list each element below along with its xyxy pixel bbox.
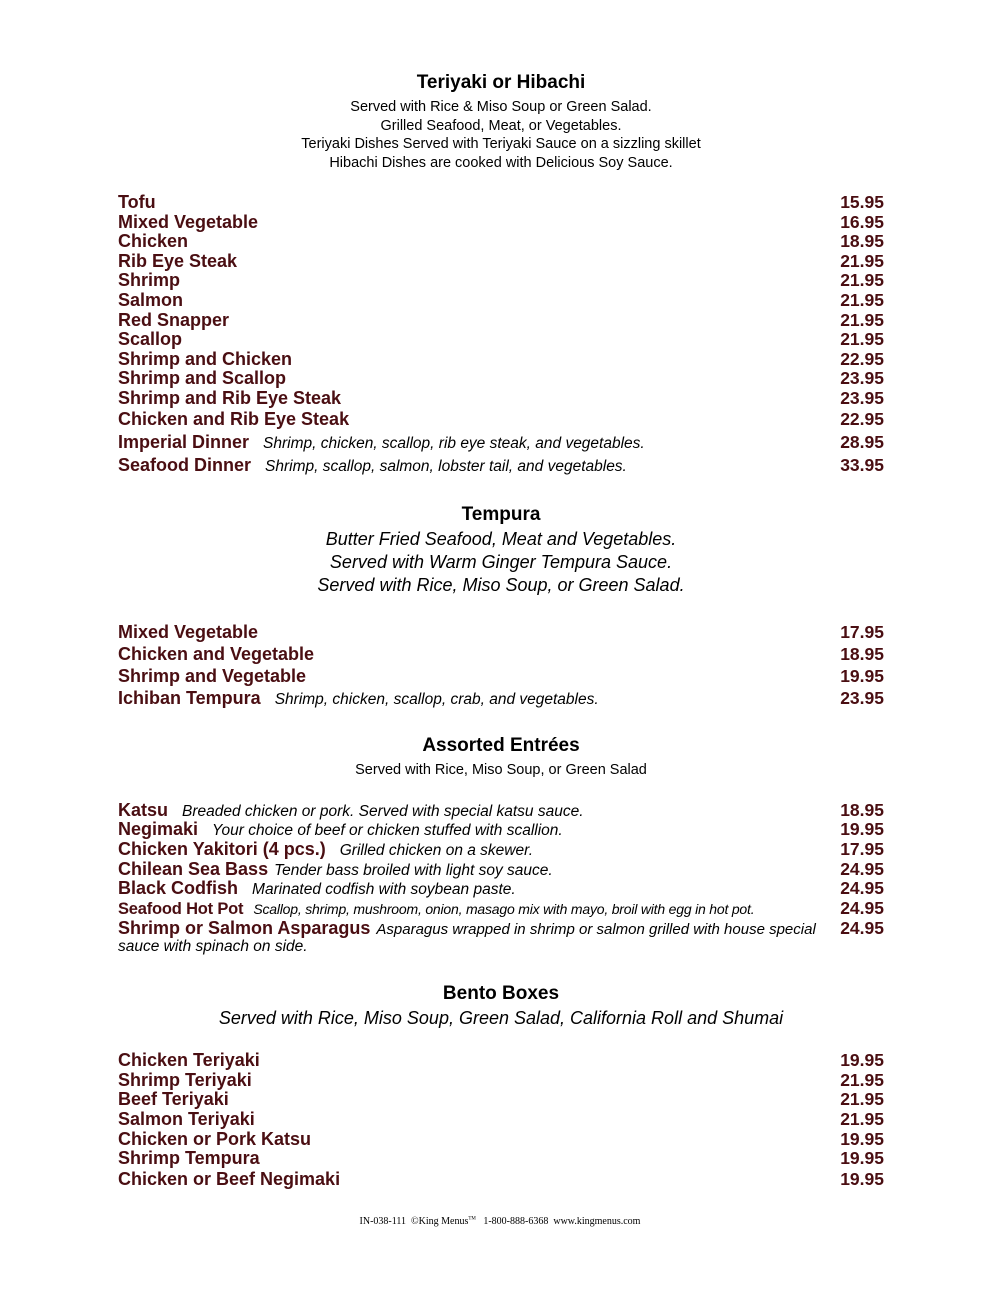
item-price: 22.95	[840, 348, 884, 369]
menu-item	[118, 455, 884, 478]
item-price: 19.95	[840, 1050, 884, 1070]
section-note: Served with Rice, Miso Soup, or Green Salad	[355, 762, 647, 778]
footer	[0, 1216, 1000, 1227]
item-price: 18.95	[840, 231, 884, 252]
item-name: Katsu	[118, 799, 169, 820]
section-note: Teriyaki Dishes Served with Teriyaki Sauce on a sizzling skillet	[301, 136, 701, 152]
menu-item	[118, 878, 884, 898]
item-name: Seafood Hot Pot	[118, 899, 244, 918]
menu-item	[118, 666, 884, 688]
website-link[interactable]: www.kingmenus.com	[553, 1216, 641, 1227]
copyright: ©King Menus	[411, 1216, 469, 1227]
menu-item	[118, 644, 884, 666]
section-note: Served with Warm Ginger Tempura Sauce.	[329, 552, 673, 572]
menu-item	[118, 1109, 884, 1129]
item-price: 16.95	[840, 211, 884, 232]
section-note: Served with Rice & Miso Soup or Green Salad.	[350, 99, 652, 115]
item-name: Shrimp Tempura	[118, 1148, 260, 1169]
item-name: Rib Eye Steak	[118, 250, 238, 271]
section-notes	[118, 528, 884, 597]
item-name: Salmon Teriyaki	[118, 1109, 255, 1130]
item-price: 19.95	[840, 666, 884, 686]
menu-item	[118, 1129, 884, 1149]
item-price: 21.95	[840, 329, 884, 350]
menu-code: IN-038-111	[359, 1216, 407, 1227]
section-note: Grilled Seafood, Meat, or Vegetables.	[380, 117, 622, 134]
teriyaki-items	[118, 192, 884, 478]
item-price: 24.95	[840, 878, 884, 899]
item-name: Seafood Dinner	[118, 454, 252, 475]
menu-item	[118, 290, 884, 310]
section-notes	[118, 1007, 884, 1030]
item-description-continued: sauce with spinach on side.	[118, 938, 308, 956]
item-description: Scallop, shrimp, mushroom, onion, masago mix with mayo, broil with egg in hot pot.	[253, 900, 755, 917]
menu-item	[118, 192, 884, 212]
section-note: Served with Rice, Miso Soup, Green Salad, California Roll and Shumai	[218, 1008, 784, 1028]
item-price: 24.95	[840, 897, 884, 918]
item-price: 17.95	[840, 838, 884, 859]
item-price: 28.95	[840, 431, 884, 452]
item-name: Chicken and Vegetable	[118, 644, 315, 664]
item-name: Imperial Dinner	[118, 431, 250, 452]
menu-item	[118, 388, 884, 409]
menu-item	[118, 432, 884, 455]
menu-item	[118, 839, 884, 859]
item-name: Chicken and Rib Eye Steak	[118, 408, 350, 429]
item-name: Black Codfish	[118, 878, 239, 899]
trademark-mark: TM	[468, 1216, 476, 1222]
menu-item	[118, 688, 884, 710]
item-price: 33.95	[840, 454, 884, 475]
menu-item	[118, 368, 884, 388]
menu-item	[118, 231, 884, 251]
item-description: Tender bass broiled with light soy sauce.	[274, 861, 553, 879]
menu-item	[118, 1169, 884, 1190]
item-name: Salmon	[118, 289, 184, 310]
item-price: 23.95	[840, 688, 884, 708]
item-name: Shrimp Teriyaki	[118, 1069, 252, 1090]
menu-item	[118, 898, 884, 919]
menu-item	[118, 622, 884, 644]
item-price: 19.95	[840, 1168, 884, 1189]
menu-item	[118, 409, 884, 432]
item-price: 21.95	[840, 1069, 884, 1090]
item-description: Shrimp, chicken, scallop, crab, and vegetables.	[274, 691, 599, 708]
item-name: Chilean Sea Bass	[118, 858, 269, 879]
item-price: 21.95	[840, 1109, 884, 1130]
item-name: Shrimp and Rib Eye Steak	[118, 387, 342, 408]
menu-item	[118, 1050, 884, 1070]
menu-item	[118, 1148, 884, 1169]
item-price: 19.95	[840, 1128, 884, 1149]
section-title: Bento Boxes	[442, 983, 560, 1004]
menu-item	[118, 918, 884, 938]
section-notes	[118, 98, 884, 172]
section-title: Assorted Entrées	[422, 735, 580, 756]
item-price: 19.95	[840, 819, 884, 840]
section-note: Served with Rice, Miso Soup, or Green Salad.	[317, 575, 685, 595]
item-name: Chicken	[118, 231, 189, 252]
section-note: Hibachi Dishes are cooked with Delicious Soy Sauce.	[329, 154, 673, 171]
menu-item	[118, 212, 884, 232]
item-price: 24.95	[840, 858, 884, 879]
item-name: Beef Teriyaki	[118, 1089, 229, 1110]
item-name: Shrimp and Chicken	[118, 348, 293, 369]
item-name: Shrimp and Scallop	[118, 368, 287, 389]
item-name: Chicken Teriyaki	[118, 1050, 260, 1070]
item-price: 21.95	[840, 309, 884, 330]
tempura-items	[118, 622, 884, 710]
item-description: Shrimp, scallop, salmon, lobster tail, and vegetables.	[265, 457, 627, 475]
item-name: Shrimp and Vegetable	[118, 666, 307, 686]
tempura-section	[118, 504, 884, 710]
item-price: 18.95	[840, 799, 884, 820]
item-price: 24.95	[840, 918, 884, 939]
menu-item	[118, 859, 884, 879]
item-name: Shrimp or Salmon Asparagus	[118, 918, 371, 939]
item-name: Shrimp	[118, 270, 181, 291]
item-price: 21.95	[840, 1089, 884, 1110]
item-price: 21.95	[840, 289, 884, 310]
item-price: 18.95	[840, 644, 884, 664]
item-price: 15.95	[840, 192, 884, 212]
item-description: Breaded chicken or pork. Served with special katsu sauce.	[182, 802, 584, 820]
item-description: Shrimp, chicken, scallop, rib eye steak, and vegetables.	[263, 434, 645, 452]
item-description: Marinated codfish with soybean paste.	[252, 881, 516, 899]
item-price: 22.95	[840, 408, 884, 429]
item-name: Mixed Vegetable	[118, 622, 259, 642]
bento-section	[118, 983, 884, 1190]
entrees-items	[118, 800, 884, 959]
menu-item	[118, 310, 884, 330]
menu-item	[118, 329, 884, 349]
item-name: Scallop	[118, 329, 183, 350]
entrees-section	[118, 735, 884, 958]
menu-item	[118, 251, 884, 271]
item-name: Chicken Yakitori (4 pcs.)	[118, 838, 326, 859]
item-description: Grilled chicken on a skewer.	[339, 841, 534, 859]
menu-item	[118, 1089, 884, 1109]
item-price: 21.95	[840, 270, 884, 291]
item-name: Red Snapper	[118, 309, 230, 330]
item-name: Chicken or Pork Katsu	[118, 1128, 312, 1149]
item-price: 23.95	[840, 368, 884, 389]
menu-item	[118, 270, 884, 290]
item-name: Ichiban Tempura	[118, 688, 261, 708]
item-description: Your choice of beef or chicken stuffed with scallion.	[212, 822, 563, 840]
item-name: Chicken or Beef Negimaki	[118, 1168, 341, 1189]
item-name: Tofu	[118, 192, 156, 212]
item-description: Asparagus wrapped in shrimp or salmon grilled with house special	[376, 921, 816, 939]
item-price: 19.95	[840, 1148, 884, 1169]
section-note: Butter Fried Seafood, Meat and Vegetables.	[325, 529, 677, 549]
section-title: Tempura	[461, 504, 541, 525]
teriyaki-section	[118, 72, 884, 478]
section-notes	[118, 761, 884, 780]
menu-item	[118, 1070, 884, 1090]
item-price: 23.95	[840, 387, 884, 408]
item-price: 17.95	[840, 622, 884, 642]
phone-number: 1-800-888-6368	[483, 1216, 549, 1227]
item-price: 21.95	[840, 250, 884, 271]
item-name: Mixed Vegetable	[118, 211, 259, 232]
item-name: Negimaki	[118, 819, 199, 840]
menu-item	[118, 800, 884, 820]
menu-item	[118, 349, 884, 369]
bento-items	[118, 1050, 884, 1190]
menu-item	[118, 819, 884, 839]
section-title: Teriyaki or Hibachi	[416, 72, 586, 93]
